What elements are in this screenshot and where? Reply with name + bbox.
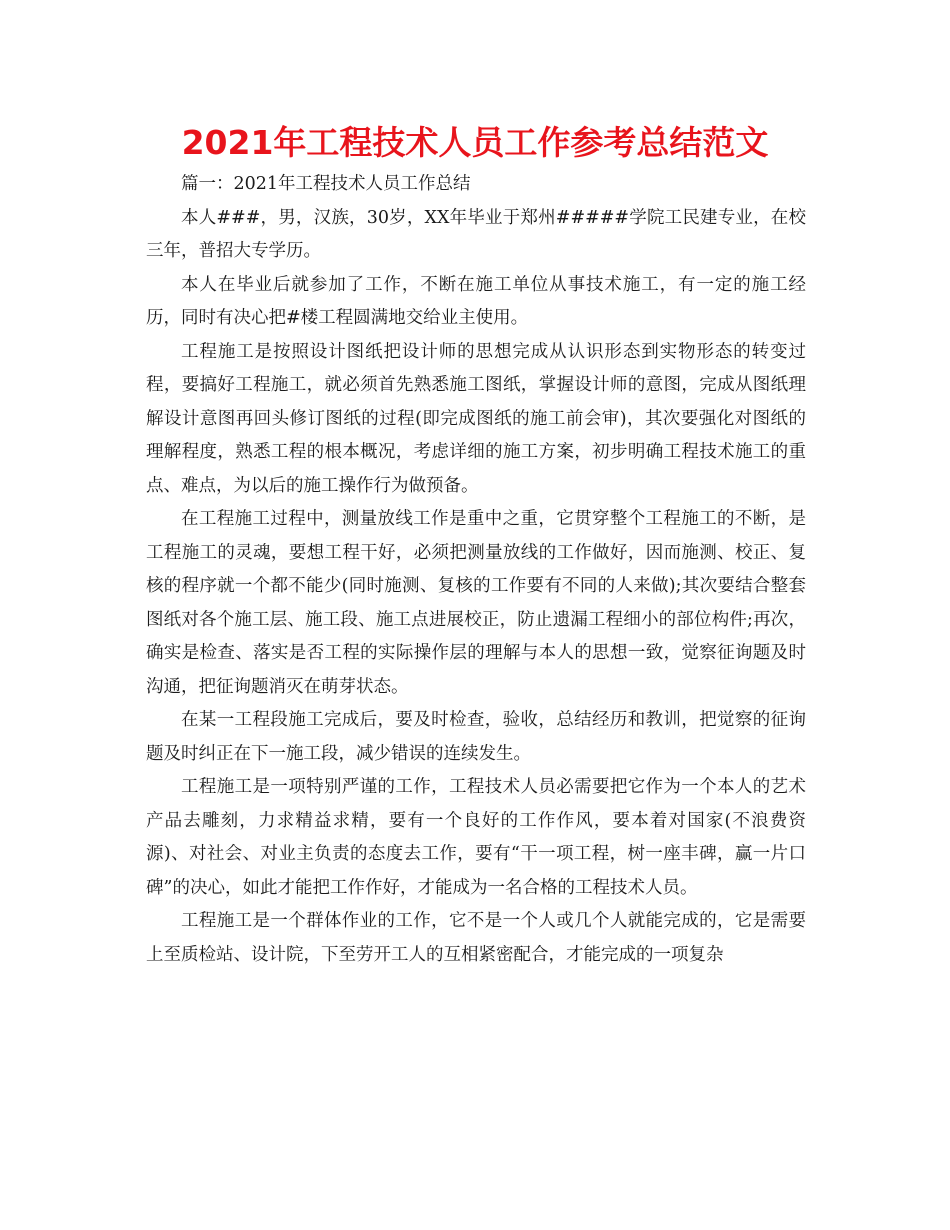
paragraph: 工程施工是按照设计图纸把设计师的思想完成从认识形态到实物形态的转变过程，要搞好工程施工，就必须首先熟悉施工图纸，掌握设计师的意图，完成从图纸理解设计意图再回头修订图纸的过程(即完成图纸的施工前会审)，其次要强化对图纸的理解程度，熟悉工程的根本概况，考虑详细的施工方案，初步明确工程技术施工的重点、难点，为以后的施工操作行为做预备。 bbox=[146, 341, 806, 496]
paragraph: 工程施工是一项特别严谨的工作，工程技术人员必需要把它作为一个本人的艺术产品去雕刻，力求精益求精，要有一个良好的工作作风，要本着对国家(不浪费资源)、对社会、对业主负责的态度去工作，要有“干一项工程，树一座丰碑，赢一片口碑”的决心，如此才能把工作作好，才能成为一名合格的工程技术人员。 bbox=[146, 777, 806, 898]
paragraph: 本人###，男，汉族，30岁，XX年毕业于郑州#####学院工民建专业，在校三年，普招大专学历。 bbox=[146, 207, 806, 261]
document-title: 2021年工程技术人员工作参考总结范文 bbox=[181, 123, 769, 162]
paragraph-section-heading: 篇一：2021年工程技术人员工作总结 bbox=[181, 174, 471, 194]
paragraph: 在工程施工过程中，测量放线工作是重中之重，它贯穿整个工程施工的不断，是工程施工的灵魂，要想工程干好，必须把测量放线的工作做好，因而施测、校正、复核的程序就一个都不能少(同时施测、复核的工作要有不同的人来做);其次要结合整套图纸对各个施工层、施工段、施工点进展校正，防止遗漏工程细小的部位构件;再次，确实是检查、落实是否工程的实际操作层的理解与本人的思想一致，觉察征询题及时沟通，把征询题消灭在萌芽状态。 bbox=[146, 509, 806, 697]
paragraph: 在某一工程段施工完成后，要及时检查，验收，总结经历和教训，把觉察的征询题及时纠正在下一施工段，减少错误的连续发生。 bbox=[146, 710, 806, 764]
paragraph: 工程施工是一个群体作业的工作，它不是一个人或几个人就能完成的，它是需要上至质检站、设计院，下至劳开工人的互相紧密配合，才能完成的一项复杂 bbox=[146, 911, 806, 965]
paragraph: 本人在毕业后就参加了工作，不断在施工单位从事技术施工，有一定的施工经历，同时有决心把#楼工程圆满地交给业主使用。 bbox=[146, 274, 806, 328]
document-body bbox=[146, 168, 806, 972]
